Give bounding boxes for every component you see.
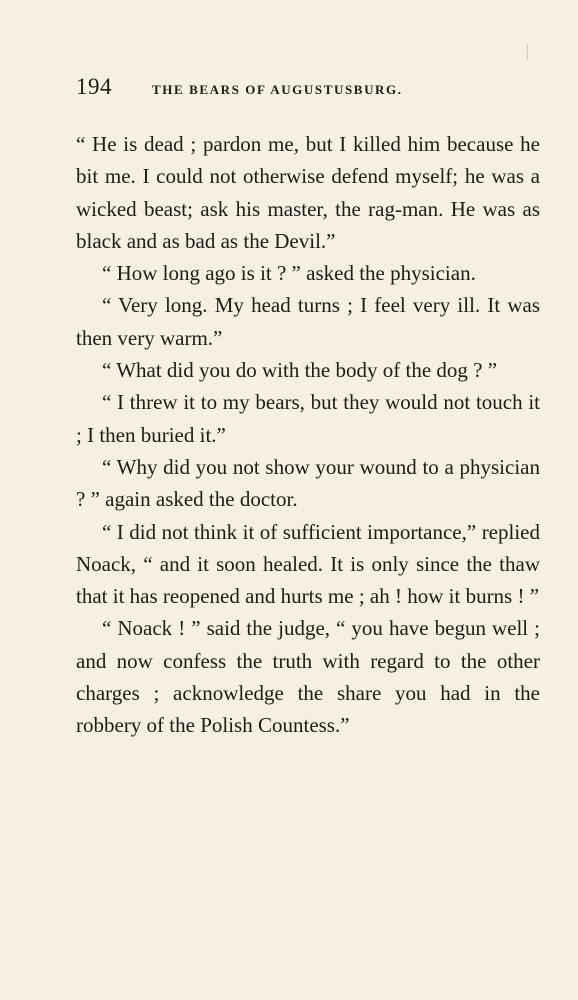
paragraph: “ What did you do with the body of the dog ? ”: [102, 358, 498, 383]
margin-mark: [527, 44, 528, 60]
page-header: [76, 74, 540, 108]
running-head: THE BEARS OF AUGUSTUSBURG.: [152, 82, 403, 97]
paragraph: “ How long ago is it ? ” asked the physician.: [102, 261, 476, 286]
paragraph: “ Noack ! ” said the judge, “ you have begun well ; and now confess the truth with regard to the other charges ; acknowledge the share you had in the robbery of the Polish Countess.”: [76, 616, 540, 738]
page-number: 194: [76, 74, 112, 99]
body-text: [76, 128, 540, 742]
paragraph: “ Very long. My head turns ; I feel very ill. It was then very warm.”: [76, 293, 540, 350]
paragraph: “ Why did you not show your wound to a physician ? ” again asked the doctor.: [76, 454, 540, 512]
paragraph: “ I did not think it of sufficient importance,” replied Noack, “ and it soon healed. It is only since the thaw that it has reopened and hurts me ; ah ! how it burns ! ”: [76, 519, 540, 609]
paragraph: “ He is dead ; pardon me, but I killed him because he bit me. I could not otherwise defend myself; he was a wicked beast; ask his master, the rag-man. He was as black and as bad as the Devil.”: [76, 132, 540, 253]
paragraph: “ I threw it to my bears, but they would not touch it ; I then buried it.”: [76, 390, 540, 447]
